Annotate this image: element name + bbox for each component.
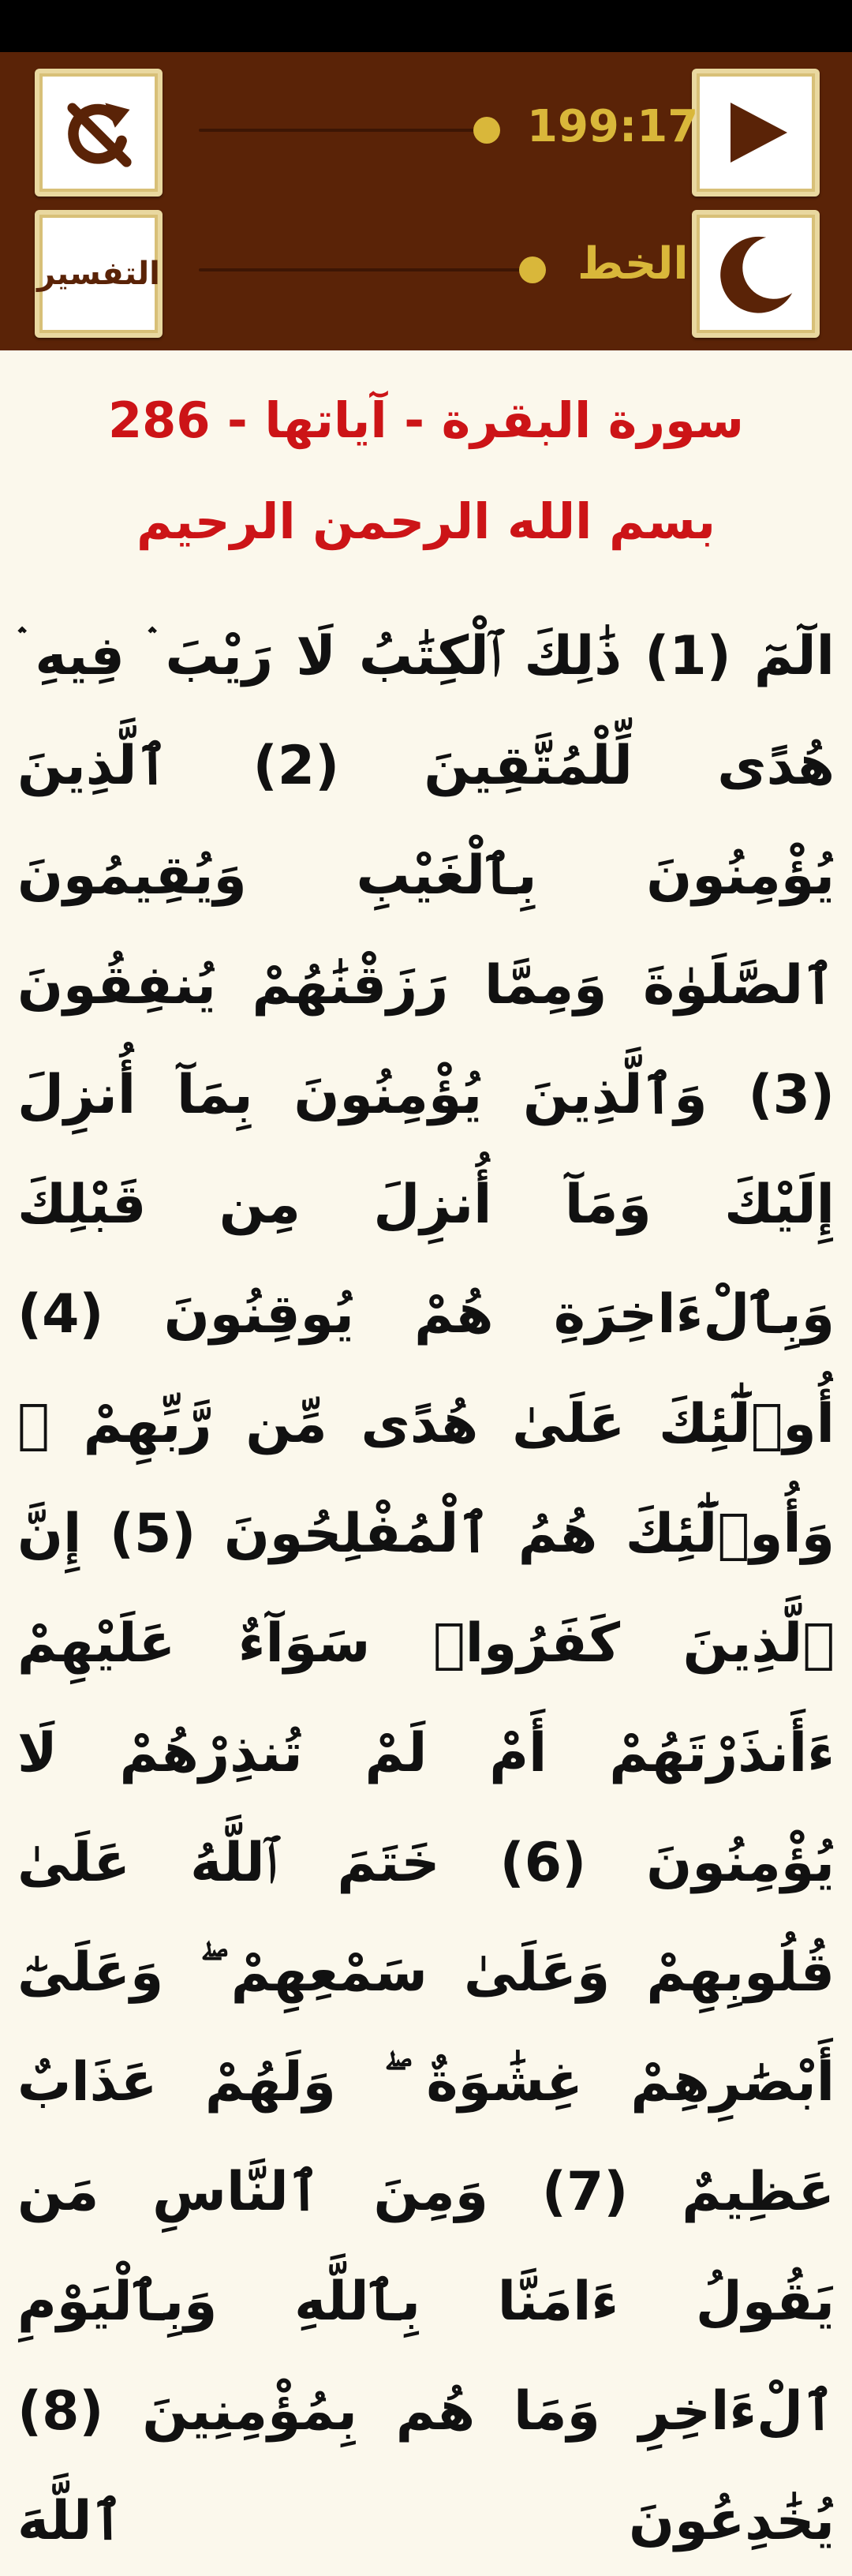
play-button[interactable] xyxy=(692,69,820,197)
play-icon xyxy=(716,93,795,172)
night-mode-button[interactable] xyxy=(692,210,820,338)
player-toolbar xyxy=(0,52,852,350)
repeat-button[interactable] xyxy=(35,69,163,197)
quran-reader[interactable] xyxy=(0,350,852,2552)
status-bar xyxy=(0,0,852,52)
font-size-label: الخط xyxy=(577,238,689,290)
moon-icon xyxy=(712,230,799,317)
tafsir-label: التفسير xyxy=(37,256,160,292)
progress-knob[interactable] xyxy=(473,117,500,144)
tafsir-button[interactable] xyxy=(35,210,163,338)
surah-header: سورة البقرة - آياتها - 286 xyxy=(108,391,744,449)
font-size-knob[interactable] xyxy=(519,256,546,283)
font-size-track[interactable] xyxy=(199,268,530,271)
progress-track[interactable] xyxy=(199,129,491,132)
playback-time: 199:17 xyxy=(527,101,699,152)
basmala: بسم الله الرحمن الرحيم xyxy=(136,492,716,550)
repeat-icon xyxy=(58,92,140,174)
ayat-text[interactable]: الٓمٓ (1) ذَٰلِكَ ٱلْكِتَٰبُ لَا رَيْبَ ۛ فِيهِ ۛ هُدًى لِّلْمُتَّقِينَ (2) ٱلَّذِينَ يُؤْمِنُونَ بِٱلْغَيْبِ وَيُقِيمُونَ ٱلصَّلَوٰةَ وَمِمَّا رَزَقْنَٰهُمْ يُنفِقُونَ (3) وَٱلَّذِينَ يُؤْمِنُونَ بِمَآ أُنزِلَ إِلَيْكَ وَمَآ أُنزِلَ مِن قَبْلِكَ وَبِٱلْءَاخِرَةِ هُمْ يُوقِنُونَ (4) أُو۟لَٰٓئِكَ عَلَىٰ هُدًى مِّن رَّبِّهِمْ ۖ وَأُو۟لَٰٓئِكَ هُمُ ٱلْمُفْلِحُونَ (5) إِنَّ ٱلَّذِينَ كَفَرُوا۟ سَوَآءٌ عَلَيْهِمْ ءَأَنذَرْتَهُمْ أَمْ لَمْ تُنذِرْهُمْ لَا يُؤْمِنُونَ (6) خَتَمَ ٱللَّهُ عَلَىٰ قُلُوبِهِمْ وَعَلَىٰ سَمْعِهِمْ ۖ وَعَلَىٰٓ أَبْصَٰرِهِمْ غِشَٰوَةٌ ۖ وَلَهُمْ عَذَابٌ عَظِيمٌ (7) وَمِنَ ٱلنَّاسِ مَن يَقُولُ ءَامَنَّا بِٱللَّهِ وَبِٱلْيَوْمِ ٱلْءَاخِرِ وَمَا هُم بِمُؤْمِنِينَ (8) يُخَٰدِعُونَ ٱللَّهَ xyxy=(17,625,835,2552)
